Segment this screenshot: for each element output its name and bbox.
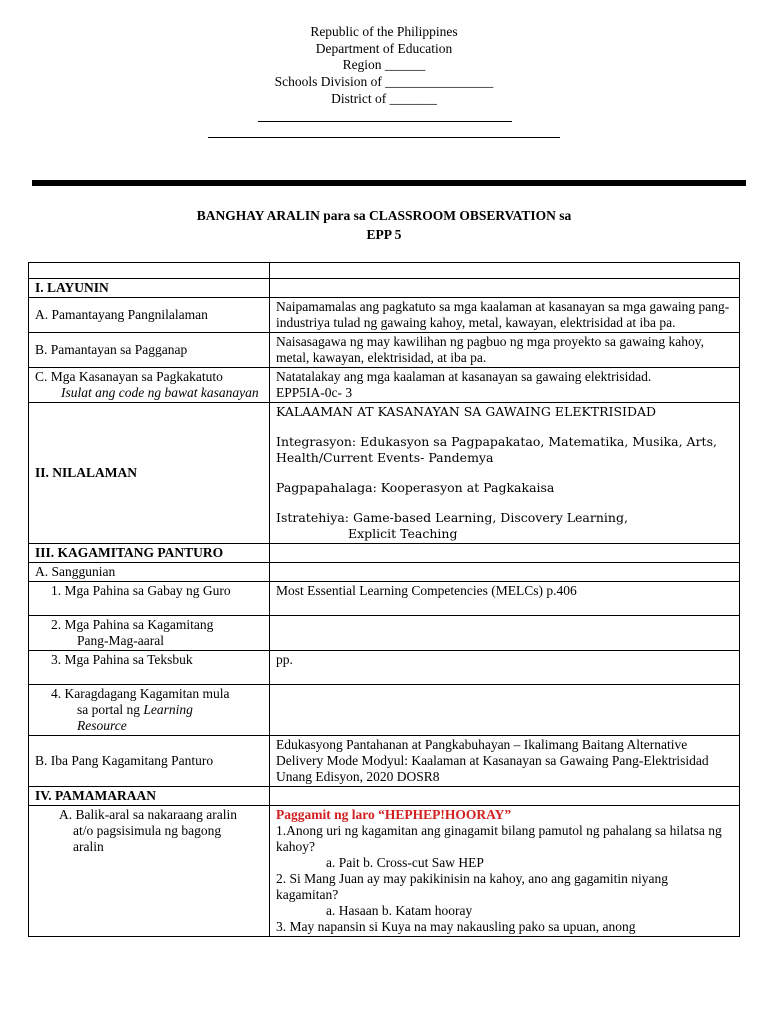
header-divider xyxy=(32,180,746,186)
table-row xyxy=(29,651,740,685)
section-layunin: I. LAYUNIN xyxy=(29,279,270,298)
label-kagamitang-mag-aaral: 2. Mga Pahina sa Kagamitang Pang-Mag-aaral xyxy=(29,616,270,651)
label-pamantayan-pagganap: B. Pamantayan sa Pagganap xyxy=(29,333,270,368)
header-department: Department of Education xyxy=(315,41,453,56)
value-teksbuk: pp. xyxy=(270,651,740,685)
label-kasanayan: C. Mga Kasanayan sa Pagkakatuto Isulat ang code ng bawat kasanayan xyxy=(29,368,270,403)
value-pamantayang-pangnilalaman: Naipamamalas ang pagkatuto sa mga kaalaman at kasanayan sa mga gawaing pang-industriya tulad ng gawaing kahoy, metal, kawayan, elektrisidad at iba pa. xyxy=(270,298,740,333)
table-row xyxy=(29,544,740,563)
nilalaman-istratehiya: Istratehiya: Game-based Learning, Discovery Learning, xyxy=(276,510,628,525)
nilalaman-topic: KALAAMAN AT KASANAYAN SA GAWAING ELEKTRISIDAD xyxy=(276,404,657,419)
table-row xyxy=(29,616,740,651)
header-blank-line-1 xyxy=(258,121,512,122)
label-sanggunian: A. Sanggunian xyxy=(29,563,270,582)
label-karagdagang-kagamitan: 4. Karagdagang Kagamitan mula sa portal ng Learning Resource xyxy=(29,685,270,736)
section-kagamitan: III. KAGAMITANG PANTURO xyxy=(29,544,270,563)
table-row xyxy=(29,563,740,582)
question-3: 3. May napansin si Kuya na may nakausling pako sa upuan, anong xyxy=(276,919,636,934)
table-row xyxy=(29,263,740,279)
value-kasanayan: Natatalakay ang mga kaalaman at kasanayan sa gawaing elektrisidad. EPP5IA-0c- 3 xyxy=(270,368,740,403)
question-2-options: a. Hasaan b. Katam hooray xyxy=(326,903,473,918)
header-republic: Republic of the Philippines xyxy=(310,24,458,39)
label-gabay-guro: 1. Mga Pahina sa Gabay ng Guro xyxy=(29,582,270,616)
doc-subtitle: EPP 5 xyxy=(366,227,402,242)
header-district: District of _______ xyxy=(331,91,437,106)
game-title: Paggamit ng laro “HEPHEP!HOORAY” xyxy=(276,807,512,822)
section-pamamaraan: IV. PAMAMARAAN xyxy=(29,787,270,806)
label-pamantayang-pangnilalaman: A. Pamantayang Pangnilalaman xyxy=(29,298,270,333)
lesson-plan-table xyxy=(28,262,740,937)
table-row xyxy=(29,368,740,403)
question-1: 1.Anong uri ng kagamitan ang ginagamit bilang pamutol ng pahalang sa hilatsa ng kahoy? xyxy=(276,823,722,854)
table-row xyxy=(29,806,740,937)
table-row xyxy=(29,403,740,544)
label-teksbuk: 3. Mga Pahina sa Teksbuk xyxy=(29,651,270,685)
table-row xyxy=(29,298,740,333)
header-blank-line-2 xyxy=(208,137,560,138)
competency-code: EPP5IA-0c- 3 xyxy=(276,385,353,400)
value-balik-aral xyxy=(270,806,740,937)
header-region: Region ______ xyxy=(342,57,426,72)
nilalaman-pagpapahalaga: Pagpapahalaga: Kooperasyon at Pagkakaisa xyxy=(276,480,555,495)
label-balik-aral: A. Balik-aral sa nakaraang aralin at/o pagsisimula ng bagong aralin xyxy=(29,806,270,937)
table-row xyxy=(29,582,740,616)
value-iba-pang-kagamitan: Edukasyong Pantahanan at Pangkabuhayan – Ikalimang Baitang Alternative Delivery Mode Modyul: Kaalaman at Kasanayan sa Gawaing Pang-Elektrisidad Unang Edisyon, 2020 DOSR8 xyxy=(270,736,740,787)
question-1-options: a. Pait b. Cross-cut Saw HEP xyxy=(326,855,484,870)
label-iba-pang-kagamitan: B. Iba Pang Kagamitang Panturo xyxy=(29,736,270,787)
nilalaman-integrasyon: Integrasyon: Edukasyon sa Pagpapakatao, Matematika, Musika, Arts, Health/Current Events- Pandemya xyxy=(276,434,717,465)
table-row xyxy=(29,333,740,368)
table-row xyxy=(29,279,740,298)
value-pamantayan-pagganap: Naisasagawa ng may kawilihan ng pagbuo ng mga proyekto sa gawaing kahoy, metal, kawayan, elektrisidad, at iba pa. xyxy=(270,333,740,368)
value-gabay-guro: Most Essential Learning Competencies (MELCs) p.406 xyxy=(270,582,740,616)
doc-title: BANGHAY ARALIN para sa CLASSROOM OBSERVATION sa xyxy=(196,208,572,223)
label-kasanayan-note: Isulat ang code ng bawat kasanayan xyxy=(61,385,259,400)
question-2: 2. Si Mang Juan ay may pakikinisin na kahoy, ano ang gagamitin niyang kagamitan? xyxy=(276,871,669,902)
table-row xyxy=(29,736,740,787)
section-nilalaman: II. NILALAMAN xyxy=(29,403,270,544)
table-row xyxy=(29,787,740,806)
value-nilalaman: KALAAMAN AT KASANAYAN SA GAWAING ELEKTRISIDAD Integrasyon: Edukasyon sa Pagpapakatao, Matematika, Musika, Arts, Health/Current Events- Pandemya Pagpapahalaga: Kooperasyon at Pagkakaisa Istratehiya: Game-based Learning, Discovery Learning, Explicit Teaching xyxy=(270,403,740,544)
table-row xyxy=(29,685,740,736)
header-division: Schools Division of ________________ xyxy=(274,74,494,89)
